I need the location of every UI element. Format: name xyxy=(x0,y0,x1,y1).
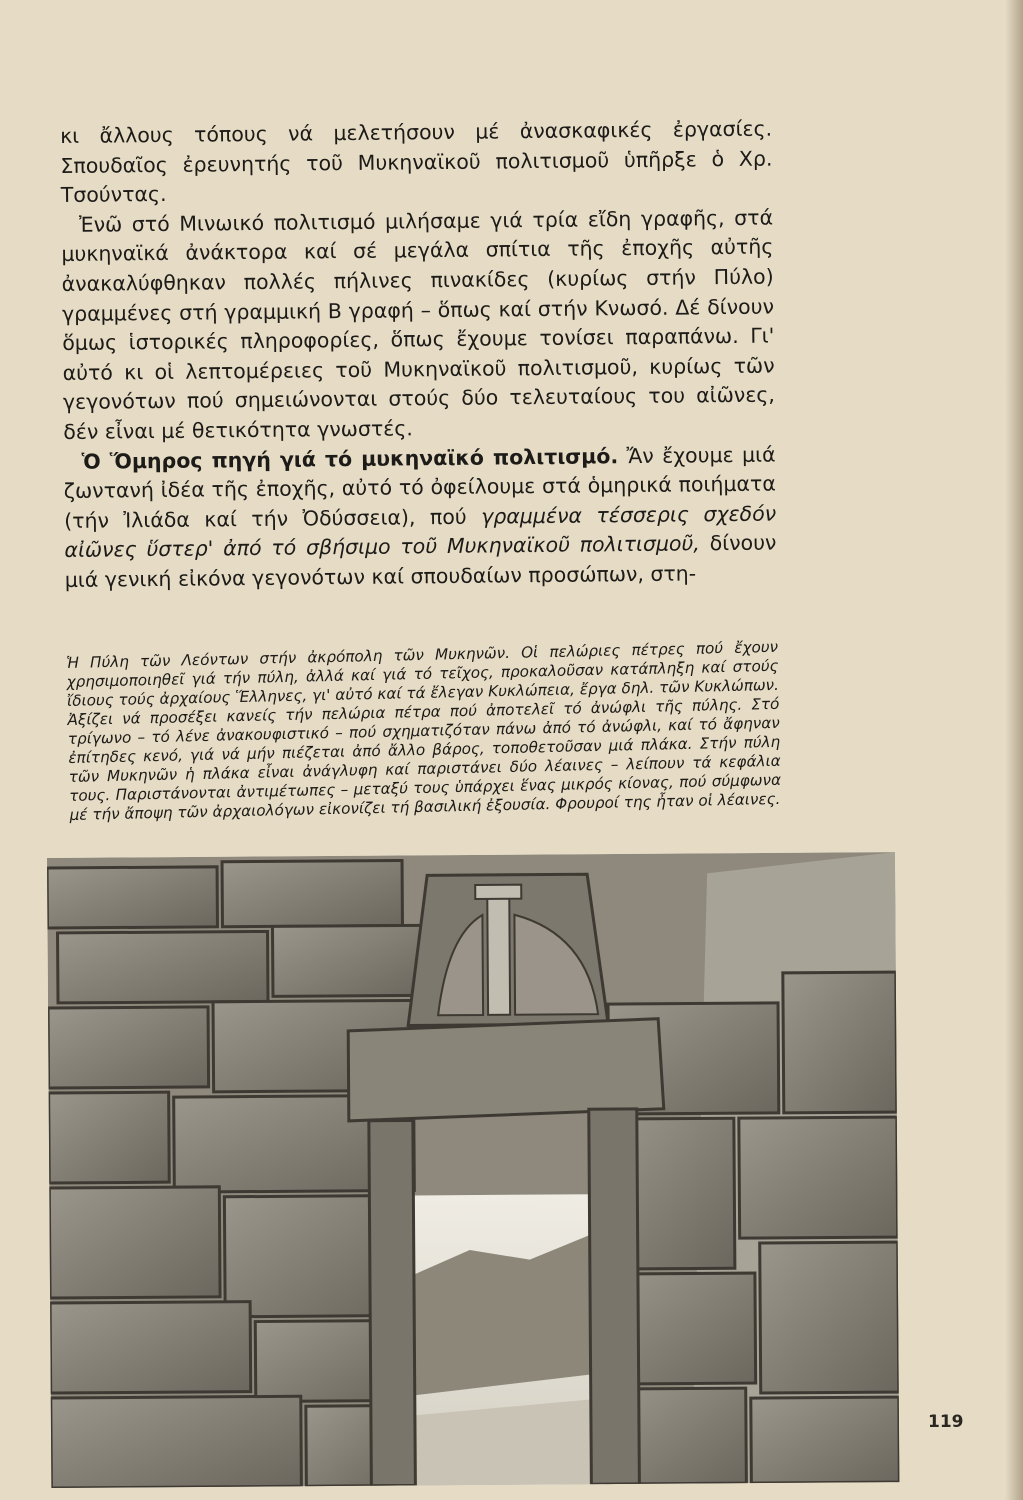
page-edge-shadow xyxy=(1005,0,1023,1500)
lion-gate-illustration xyxy=(47,852,899,1488)
paragraph-1: κι ἄλλους τόπους νά μελετήσουν μέ ἀνασκαφικές ἐργασίες. Σπουδαῖος ἐρευνητής τοῦ Μυκηναϊκοῦ πολιτισμοῦ ὑπῆρξε ὁ Χρ. Τσούντας. xyxy=(60,116,773,208)
page-number: 119 xyxy=(928,1412,964,1432)
paragraph-3-text-b: δίνουν μιά γενική εἰκόνα γεγονότων καί σπουδαίων προσώπων, στη- xyxy=(64,530,777,592)
paragraph-2: Ἐνῶ στό Μινωικό πολιτισμό μιλήσαμε γιά τρία εἴδη γραφῆς, στά μυκηναϊκά ἀνάκτορα καί σέ μεγάλα σπίτια τῆς ἐποχῆς αὐτῆς ἀνακαλύφθηκαν πολλές πήλινες πινακίδες (κυρίως στήν Πύλο) γραμμένες στή γραμμική Β γραφή – ὅπως καί στήν Κνωσό. Δέ δίνουν ὅμως ἱστορικές πληροφορίες, ὅπως ἔχουμε τονίσει παραπάνω. Γι' αὐτό κι οἱ λεπτομέρειες τοῦ Μυκηναϊκοῦ πολιτισμοῦ, κυρίως τῶν γεγονότων πού σημειώνονται στούς δύο τελευταίους του αἰῶνες, δέν εἶναι μέ θετικότητα γνωστές. xyxy=(61,205,776,444)
figure-caption: Ἡ Πύλη τῶν Λεόντων στήν ἀκρόπολη τῶν Μυκηνῶν. Οἱ πελώριες πέτρες πού ἔχουν χρησιμοποιηθεῖ γιά τήν πύλη, ἀλλά καί γιά τό τεῖχος, προκαλοῦσαν κατάπληξη καί στούς ἴδιους τούς ἀρχαίους Ἕλληνες, γι' αὐτό καί τά ἔλεγαν Κυκλώπεια, ἔργα δηλ. τῶν Κυκλώπων. Ἀξίζει νά προσέξει κανείς τήν πελώρια πέτρα πού ἀποτελεῖ τό ἀνώφλι τῆς πύλης. Στό τρίγωνο – τό λένε ἀνακουφιστικό – πού σχηματιζόταν πάνω ἀπό τό ἀνώφλι, καί τό ἄφηναν ἐπίτηδες κενό, γιά νά μήν πιέζεται ἀπό ἄλλο βάρος, τοποθετοῦσαν μιά πλάκα. Στήν πύλη τῶν Μυκηνῶν ἡ πλάκα εἶναι ἀνάγλυφη καί παριστάνει δύο λέαινες – λείπουν τά κεφάλια τους. Παριστάνονται ἀντιμέτωπες – μεταξύ τους ὑπάρχει ἕνας μικρός κίονας, πού σύμφωνα μέ τήν ἄποψη τῶν ἀρχαιολόγων εἰκονίζει τή βασιλική ἐξουσία. Φρουροί της ἦταν οἱ λέαινες. xyxy=(66,637,782,824)
lion-gate-photo xyxy=(47,852,899,1488)
paragraph-3-italic: γραμμένα τέσσερις σχεδόν αἰῶνες ὕστερ' ἀπό τό σβήσιμο τοῦ Μυκηναϊκοῦ πολιτισμοῦ, xyxy=(64,501,777,563)
main-text xyxy=(60,115,777,596)
paragraph-3 xyxy=(63,440,777,595)
paragraph-3-text-a: Ἄν ἔχουμε μιά ζωντανή ἰδέα τῆς ἐποχῆς, αὐτό τό ὀφείλουμε στά ὁμηρικά ποιήματα (τήν Ἰλιάδα καί τήν Ὀδύσσεια), πού xyxy=(63,442,776,533)
section-heading: Ὁ Ὅμηρος πηγή γιά τό μυκηναϊκό πολιτισμό. xyxy=(81,443,619,474)
